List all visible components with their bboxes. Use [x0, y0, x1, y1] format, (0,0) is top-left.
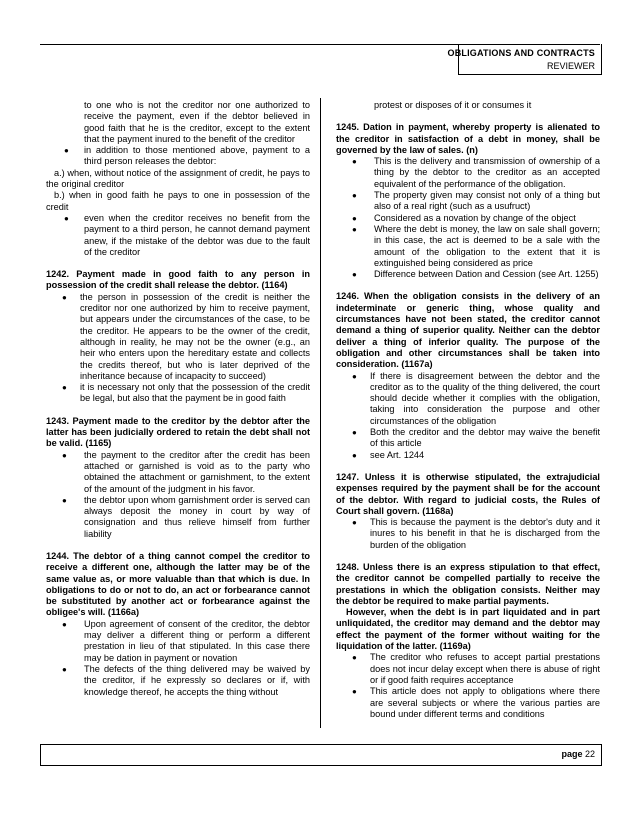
bullet-item: ● This article does not apply to obligations where there are several subjects or where the various parties are bound under different terms and conditions — [336, 686, 600, 720]
article-heading: 1246. When the obligation consists in the delivery of an indeterminate or generic thing, whose quality and circumstances have not been stated, the creditor cannot demand a thing of superior quality. Neither can the debtor deliver a thing of inferior quality. The purpose of the obligation and other circumstances shall be taken into consideration. (1167a) — [336, 291, 600, 370]
right-column — [336, 100, 600, 720]
article-heading: 1242. Payment made in good faith to any person in possession of the credit shall release the debtor. (1164) — [46, 269, 310, 291]
bullet-list — [336, 652, 600, 720]
page-number — [561, 749, 595, 759]
article-heading: 1248. Unless there is an express stipulation to that effect, the creditor cannot be compelled partially to receive the prestations in which the obligation consists. Neither may the debtor be required to make partial payments. — [336, 561, 600, 606]
bullet-list — [46, 145, 310, 168]
bullet-item: ● it is necessary not only that the possession of the credit be legal, but also that the payment be in good faith — [46, 382, 310, 405]
bullet-list — [336, 517, 600, 551]
document-subtitle: REVIEWER — [546, 61, 595, 71]
paragraph: to one who is not the creditor nor one authorized to receive the payment, even if the debtor believed in good faith that he is the creditor, except to the extent that the payment inured to the benefit of the creditor — [84, 100, 310, 144]
column-divider — [320, 98, 321, 728]
article-heading: 1247. Unless it is otherwise stipulated, the extrajudicial expenses required by the payment shall be for the account of the debtor. With regard to judicial costs, the Rules of Court shall govern. (1168a) — [336, 471, 600, 516]
bullet-item: ● Difference between Dation and Cession (see Art. 1255) — [336, 269, 600, 280]
article-heading-continued: However, when the debt is in part liquidated and in part unliquidated, the creditor may demand and the debtor may effect the payment of the former without waiting for the liquidation of the latter. (1169a) — [336, 607, 600, 652]
bullet-item: ● Considered as a novation by change of the object — [336, 213, 600, 224]
bullet-item: ● the payment to the creditor after the credit has been attached or garnished is void as to the party who obtained the attachment or garnishment, to the extent of the amount of the judgment in his favor. — [46, 450, 310, 495]
page-number-value: 22 — [584, 749, 595, 759]
bullet-item: ● This is because the payment is the debtor's duty and it inures to his benefit in that he is discharged from the burden of the obligation — [336, 517, 600, 551]
bullet-list — [46, 450, 310, 540]
bullet-item: ● The property given may consist not only of a thing but also of a real right (such as a usufruct) — [336, 190, 600, 213]
bullet-item: ● in addition to those mentioned above, payment to a third person releases the debtor: — [46, 145, 310, 168]
bullet-item: ● The defects of the thing delivered may be waived by the creditor, if he expressly so declares or if, with knowledge thereof, he accepts the thing without — [46, 664, 310, 698]
page-label: page — [561, 749, 583, 759]
bullet-item: ● Upon agreement of consent of the creditor, the debtor may deliver a different thing or perform a different prestation in lieu of that stipulated. In this case there may be dation in payment or novation — [46, 619, 310, 664]
sub-item-b: b.) when in good faith he pays to one in possession of the credit — [46, 190, 310, 212]
bullet-item: ● the person in possession of the credit is neither the creditor nor one authorized by him to receive payment, but appears under the circumstances of the case, to be the creditor. He appears to be the owner of the credit, although in reality, he may not be the owner (e.g., an heir who enters upon the hereditary estate and collects the credits thereof, but who is later deprived of the inheritance because of incapacity to succeed) — [46, 292, 310, 382]
article-heading: 1243. Payment made to the creditor by the debtor after the latter has been judicially ordered to retain the debt shall not be valid. (1165) — [46, 415, 310, 449]
article-heading: 1245. Dation in payment, whereby property is alienated to the creditor in satisfaction of a debt in money, shall be governed by the law of sales. (n) — [336, 122, 600, 155]
bullet-list — [336, 371, 600, 461]
bullet-item: ● The creditor who refuses to accept partial prestations does not incur delay except when there is abuse of right or if good faith requires acceptance — [336, 652, 600, 686]
document-title: OBLIGATIONS AND CONTRACTS — [447, 48, 595, 58]
bullet-list — [46, 292, 310, 405]
bullet-list — [336, 156, 600, 280]
footer-box — [40, 744, 602, 766]
bullet-item: ● If there is disagreement between the debtor and the creditor as to the quality of the thing delivered, the court should decide whether it complies with the obligation, taking into consideration the purpose and other circumstances of the obligation — [336, 371, 600, 427]
article-heading: 1244. The debtor of a thing cannot compel the creditor to receive a different one, although the latter may be of the same value as, or more valuable than that which is due. In obligations to do or not to do, an act or forbearance cannot be substituted by another act or forbearance against the obligee's will. (1166a) — [46, 550, 310, 618]
bullet-list — [46, 213, 310, 258]
bullet-item: ● the debtor upon whom garnishment order is served can always deposit the money in court by way of consignation and thus relieve himself from further liability — [46, 495, 310, 540]
bullet-item: ● see Art. 1244 — [336, 450, 600, 461]
bullet-item: ● Where the debt is money, the law on sale shall govern; in this case, the act is deemed to be a sale with the amount of the obligation to the extent that it is extinguished being considered as price — [336, 224, 600, 269]
header-box — [447, 44, 602, 75]
sub-item-a: a.) when, without notice of the assignment of credit, he pays to the original creditor — [46, 167, 310, 190]
bullet-item: ● even when the creditor receives no benefit from the payment to a third person, he cannot demand payment anew, if the mistake of the debtor was due to the fault of the creditor — [46, 213, 310, 258]
paragraph: protest or disposes of it or consumes it — [374, 100, 532, 110]
bullet-item: ● Both the creditor and the debtor may waive the benefit of this article — [336, 427, 600, 450]
bullet-list — [46, 619, 310, 698]
left-column — [46, 100, 310, 698]
bullet-item: ● This is the delivery and transmission of ownership of a thing by the debtor to the creditor as an accepted equivalent of the performance of the obligation. — [336, 156, 600, 190]
